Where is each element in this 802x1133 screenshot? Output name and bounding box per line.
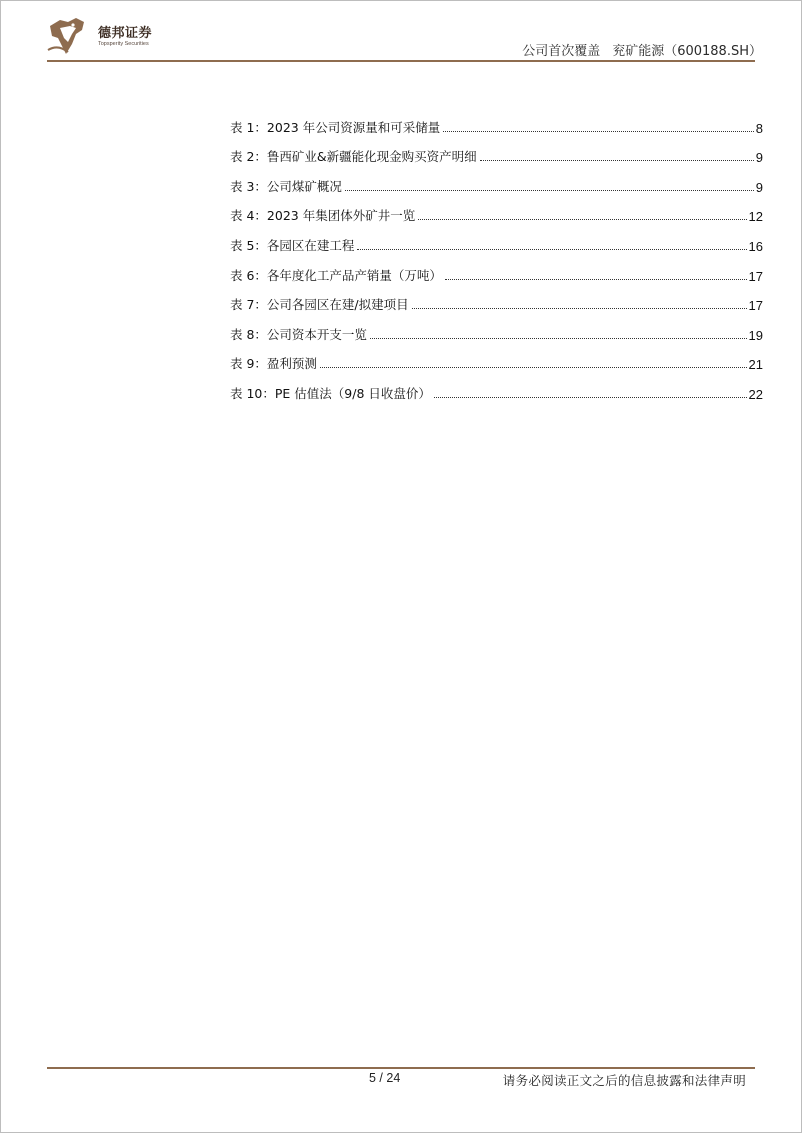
toc-entry[interactable]: [230, 284, 763, 314]
toc-entry-label: 表 3：公司煤矿概况: [230, 178, 342, 194]
toc-entry-page: 16: [748, 238, 763, 254]
report-type: 公司首次覆盖: [522, 44, 601, 59]
logo-name-en: Topsperity Securities: [98, 41, 149, 47]
header-report-info: [522, 40, 762, 59]
toc-entry-page: 19: [748, 327, 763, 343]
toc-leader-dots: [345, 189, 754, 191]
toc-entry-page: 8: [755, 120, 763, 136]
header-divider: [47, 60, 755, 62]
toc-entry-page: 9: [755, 150, 763, 166]
toc-entry[interactable]: [230, 254, 763, 284]
toc-entry-page: 17: [748, 268, 763, 284]
topsperity-logo-icon: [46, 16, 88, 58]
footer-page-number: 5 / 24: [369, 1071, 401, 1085]
toc-entry[interactable]: [230, 372, 763, 402]
toc-entry[interactable]: [230, 313, 763, 343]
toc-entry[interactable]: [230, 165, 763, 195]
toc-entry[interactable]: [230, 343, 763, 373]
footer-divider: [47, 1067, 755, 1069]
toc-entry[interactable]: [230, 136, 763, 166]
toc-leader-dots: [370, 337, 747, 339]
logo-name-cn: 德邦证券: [98, 26, 153, 41]
toc-entry-page: 17: [748, 298, 763, 314]
toc-entry-label: 表 7：公司各园区在建/拟建项目: [230, 297, 409, 313]
toc-entry-label: 表 2：鲁西矿业&新疆能化现金购买资产明细: [230, 149, 477, 165]
toc-entry-label: 表 1：2023 年公司资源量和可采储量: [230, 119, 441, 135]
toc-leader-dots: [320, 366, 747, 368]
toc-entry[interactable]: [230, 106, 763, 136]
footer-disclaimer: 请务必阅读正文之后的信息披露和法律声明: [502, 1073, 746, 1088]
toc-entry-label: 表 4：2023 年集团体外矿井一览: [230, 208, 416, 224]
toc-entry-label: 表 6：各年度化工产品产销量（万吨）: [230, 267, 442, 283]
toc-leader-dots: [443, 130, 754, 132]
toc-entry-page: 12: [748, 209, 763, 225]
company-ticker: 兖矿能源（600188.SH）: [612, 44, 762, 59]
company-logo: [46, 16, 156, 58]
toc-leader-dots: [412, 307, 747, 309]
toc-entry[interactable]: [230, 224, 763, 254]
toc-leader-dots: [445, 278, 747, 280]
toc-entry-label: 表 8：公司资本开支一览: [230, 326, 367, 342]
toc-leader-dots: [434, 396, 747, 398]
page-header: [40, 14, 762, 60]
toc-leader-dots: [357, 248, 746, 250]
toc-entry-label: 表 9：盈利预测: [230, 356, 317, 372]
toc-entry[interactable]: [230, 195, 763, 225]
toc-entry-label: 表 10：PE 估值法（9/8 日收盘价）: [230, 385, 431, 401]
toc-entry-label: 表 5：各园区在建工程: [230, 237, 355, 253]
toc-entry-page: 22: [748, 386, 763, 402]
table-of-contents: [230, 106, 763, 402]
toc-leader-dots: [480, 159, 754, 161]
toc-entry-page: 9: [755, 179, 763, 195]
toc-entry-page: 21: [748, 357, 763, 373]
toc-leader-dots: [418, 218, 746, 220]
